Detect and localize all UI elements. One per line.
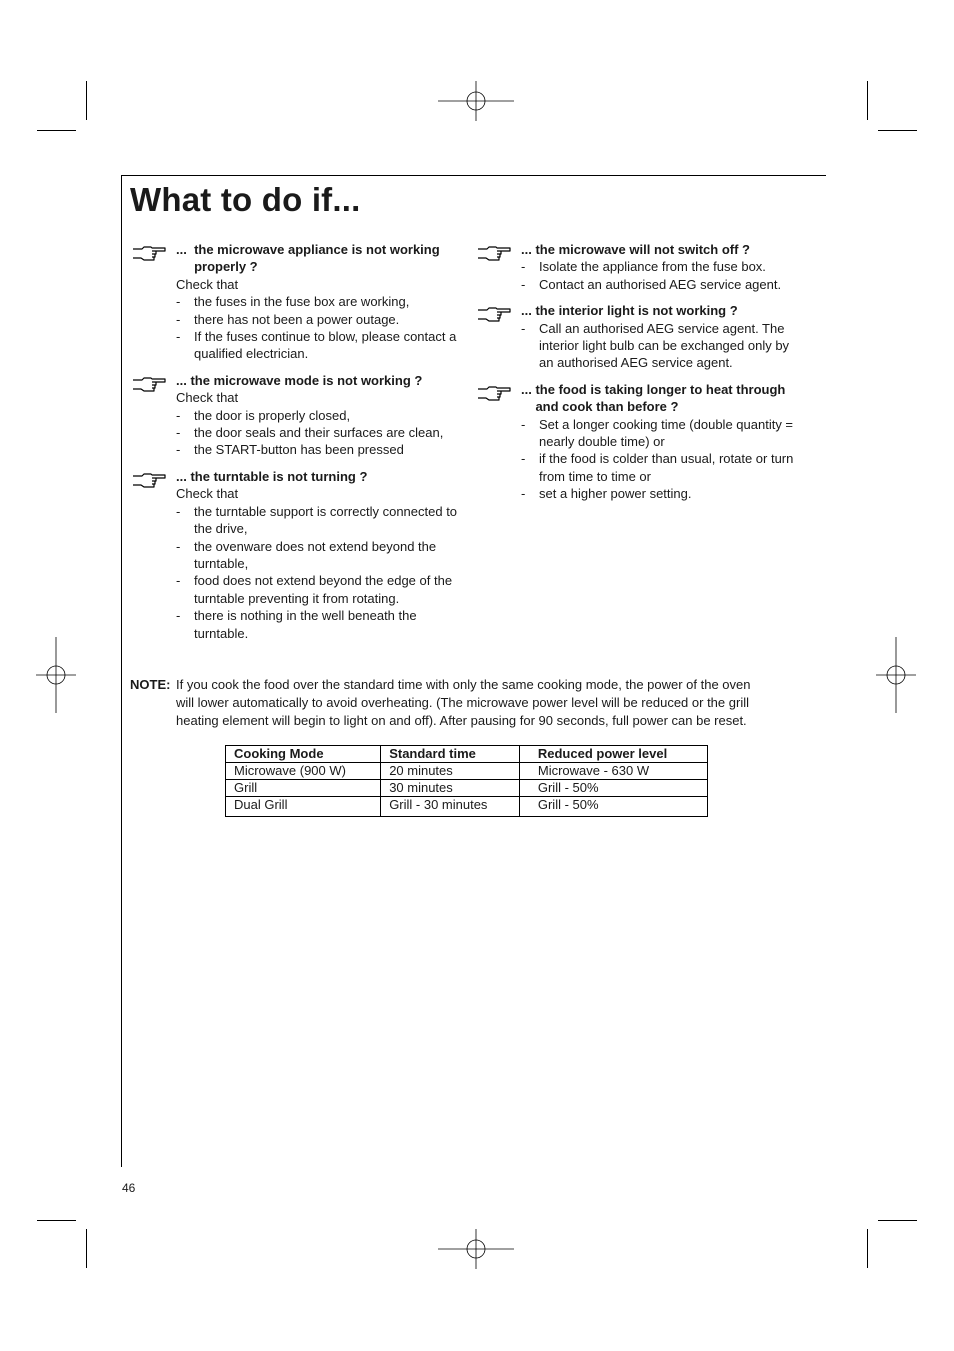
list-dash: - xyxy=(521,276,526,292)
check-intro: Check that xyxy=(176,390,239,406)
question-lead: ... xyxy=(176,242,195,257)
question-heading: the microwave appliance is not working properly ? xyxy=(194,242,440,275)
list-dash: - xyxy=(176,503,181,519)
list-dash: - xyxy=(521,416,526,432)
registration-mark-left xyxy=(18,637,94,713)
page-title: What to do if... xyxy=(130,181,361,218)
table-row xyxy=(226,780,708,797)
table-header-row xyxy=(226,746,708,763)
list-item: - the START-button has been pressed xyxy=(176,442,404,458)
question-lead: ... xyxy=(176,372,191,388)
list-item: - the ovenware does not extend beyond the turntable, xyxy=(176,538,437,571)
pointing-hand-icon xyxy=(132,244,166,264)
table-cell: 20 minutes xyxy=(381,763,520,780)
pointing-hand-icon xyxy=(477,244,511,264)
pointing-hand-icon xyxy=(132,471,166,491)
troubleshoot-section xyxy=(176,468,461,642)
list-item: - there is nothing in the well beneath the turntable. xyxy=(176,608,417,641)
question-lead: ... xyxy=(521,242,536,257)
check-list xyxy=(176,293,461,363)
pointing-hand-icon xyxy=(132,375,166,395)
list-dash: - xyxy=(176,425,181,441)
check-list xyxy=(521,320,806,372)
list-dash: - xyxy=(176,608,181,624)
troubleshoot-section xyxy=(521,381,806,503)
troubleshoot-section xyxy=(521,241,806,293)
frame-top-rule xyxy=(121,175,826,176)
check-list xyxy=(176,407,461,459)
list-dash: - xyxy=(521,486,526,502)
list-dash: - xyxy=(521,451,526,467)
table-header: Standard time xyxy=(381,746,520,763)
check-intro: Check that xyxy=(176,276,239,292)
list-dash: - xyxy=(176,407,181,423)
troubleshoot-section xyxy=(176,372,461,459)
list-item: - Contact an authorised AEG service agent. xyxy=(521,276,782,292)
question-heading: the turntable is not turning ? xyxy=(190,468,368,484)
check-list xyxy=(176,503,461,642)
registration-mark-right xyxy=(858,637,934,713)
table-row xyxy=(226,763,708,780)
note-text: If you cook the food over the standard time with only the same cooking mode, the power of the oven will lower automatically to avoid overheating. (The microwave power level will be reduced or the grill heating element will begin to light on and off). After pausing for 90 seconds, full power can be reset. xyxy=(176,677,751,728)
question-heading: the interior light is not working ? xyxy=(535,303,738,319)
table-header: Reduced power level xyxy=(519,746,707,763)
list-item: - Set a longer cooking time (double quantity = nearly double time) or xyxy=(521,416,794,450)
list-item: - there has not been a power outage. xyxy=(176,311,400,327)
list-item: - the door is properly closed, xyxy=(176,407,351,423)
list-item: - food does not extend beyond the edge of the turntable preventing it from rotating. xyxy=(176,573,453,606)
table-cell: Grill - 30 minutes xyxy=(381,797,520,817)
question-heading: the microwave will not switch off ? xyxy=(535,242,750,257)
check-list xyxy=(521,416,806,503)
question-heading: the microwave mode is not working ? xyxy=(190,372,423,388)
table-cell: 30 minutes xyxy=(381,780,520,797)
note-paragraph xyxy=(130,676,770,730)
list-dash: - xyxy=(176,329,181,345)
list-item: - Isolate the appliance from the fuse box. xyxy=(521,259,766,275)
table-cell: Grill xyxy=(226,780,381,797)
table-cell: Microwave - 630 W xyxy=(519,763,707,780)
list-dash: - xyxy=(521,259,526,275)
question-lead: ... xyxy=(521,381,536,397)
table-cell: Dual Grill xyxy=(226,797,381,817)
frame-left-rule xyxy=(121,175,122,1167)
list-item: - set a higher power setting. xyxy=(521,486,692,502)
pointing-hand-icon xyxy=(477,305,511,325)
registration-mark-top xyxy=(438,63,514,139)
table-cell: Grill - 50% xyxy=(519,797,707,817)
table-cell: Microwave (900 W) xyxy=(226,763,381,780)
troubleshoot-section xyxy=(176,241,461,363)
question-heading: the food is taking longer to heat through and cook than before ? xyxy=(535,381,786,415)
table-cell: Grill - 50% xyxy=(519,780,707,797)
list-item: - Call an authorised AEG service agent. The interior light bulb can be exchanged only by an authorised AEG service agent. xyxy=(521,320,790,371)
troubleshoot-section xyxy=(521,302,806,372)
reduced-power-table xyxy=(225,745,708,817)
note-label: NOTE: xyxy=(130,677,171,692)
list-item: - the fuses in the fuse box are working, xyxy=(176,294,410,310)
list-dash: - xyxy=(176,573,181,589)
check-intro: Check that xyxy=(176,486,239,502)
registration-mark-bottom xyxy=(438,1211,514,1287)
list-item: - If the fuses continue to blow, please contact a qualified electrician. xyxy=(176,329,457,362)
list-dash: - xyxy=(176,538,181,554)
question-lead: ... xyxy=(521,303,536,319)
list-item: - the door seals and their surfaces are clean, xyxy=(176,425,444,441)
pointing-hand-icon xyxy=(477,384,511,404)
list-dash: - xyxy=(176,442,181,458)
table-row xyxy=(226,797,708,817)
table-header: Cooking Mode xyxy=(226,746,381,763)
troubleshooting-right-column xyxy=(521,241,806,512)
list-dash: - xyxy=(176,294,181,310)
list-dash: - xyxy=(176,311,181,327)
list-dash: - xyxy=(521,320,526,336)
question-lead: ... xyxy=(176,468,191,484)
list-item: - if the food is colder than usual, rotate or turn from time to time or xyxy=(521,451,794,484)
check-list xyxy=(521,258,806,293)
list-item: - the turntable support is correctly connected to the drive, xyxy=(176,503,458,537)
page-number: 46 xyxy=(122,1181,136,1195)
troubleshooting-left-column xyxy=(176,241,461,651)
